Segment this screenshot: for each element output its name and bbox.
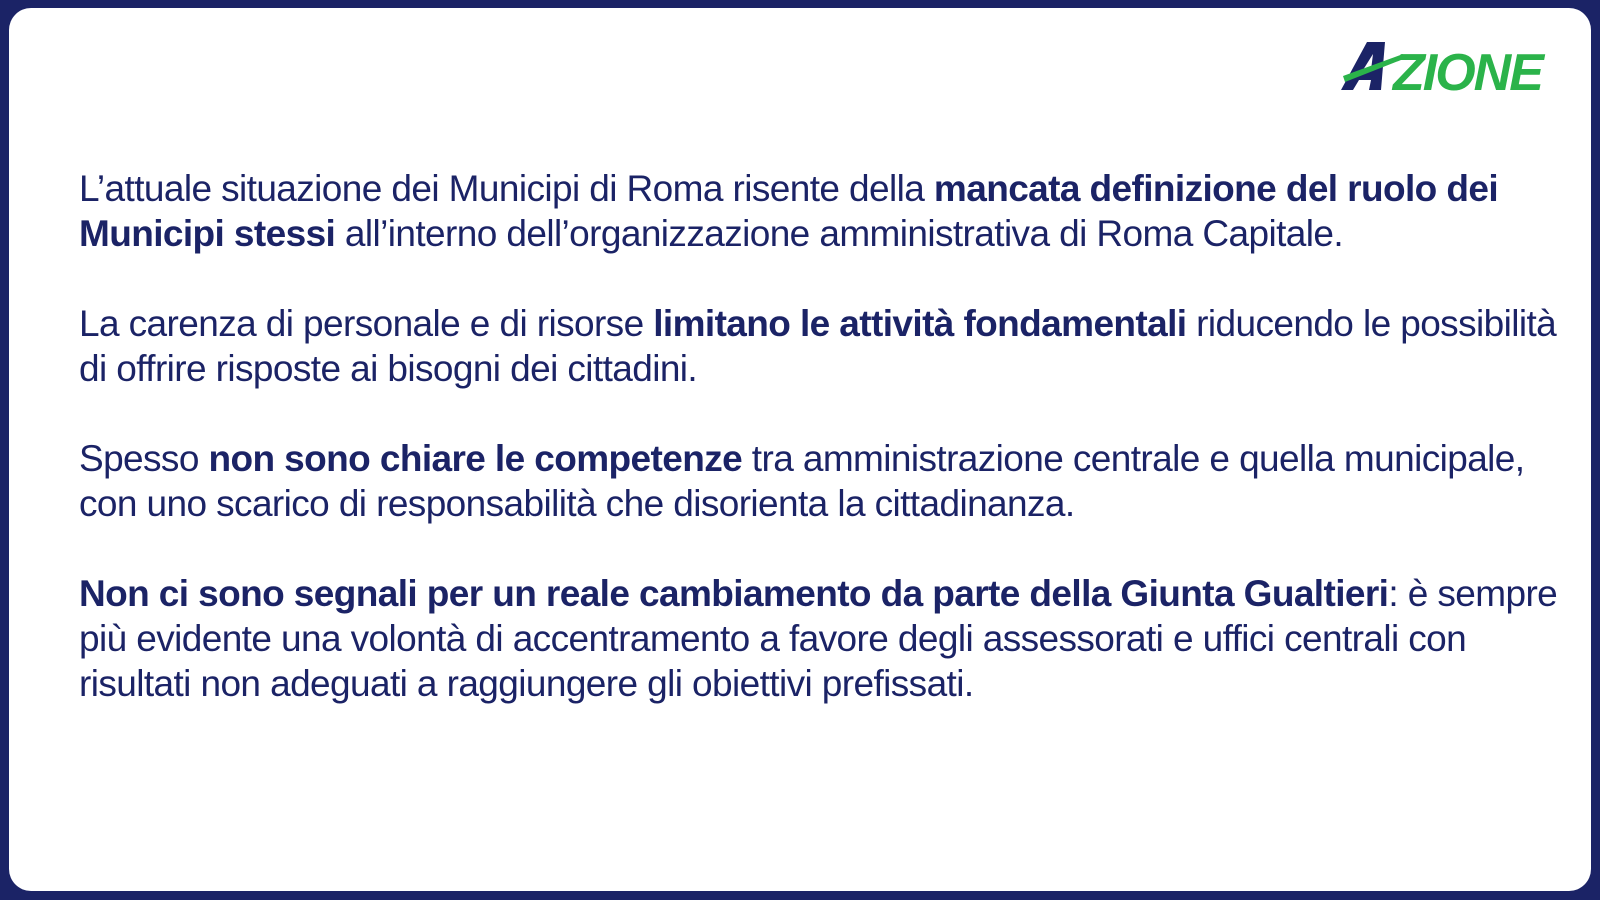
bold-text-segment: non sono chiare le competenze bbox=[208, 438, 743, 479]
text-paragraph bbox=[79, 301, 1559, 391]
text-segment: tra amministrazione centrale e quella municipale, con uno scarico di responsabilità che disorienta la cittadinanza. bbox=[79, 438, 1525, 524]
text-segment: Spesso bbox=[79, 438, 209, 479]
text-segment: La carenza di personale e di risorse bbox=[79, 303, 654, 344]
text-segment: riducendo le possibilità di offrire risposte ai bisogni dei cittadini. bbox=[79, 303, 1557, 389]
text-paragraph bbox=[79, 571, 1559, 706]
svg-text:ZIONE: ZIONE bbox=[1393, 44, 1542, 96]
text-paragraph bbox=[79, 166, 1559, 256]
text-segment: : è sempre più evidente una volontà di accentramento a favore degli assessorati e uffici centrali con risultati non adeguati a raggiungere gli obiettivi prefissati. bbox=[79, 573, 1558, 704]
text-segment: all’interno dell’organizzazione amministrativa di Roma Capitale. bbox=[335, 213, 1344, 254]
azione-logo-image bbox=[1341, 40, 1561, 96]
text-segment: L’attuale situazione dei Municipi di Roma risente della bbox=[79, 168, 934, 209]
azione-logo bbox=[1341, 38, 1561, 98]
slide-card bbox=[9, 8, 1591, 891]
bold-text-segment: limitano le attività fondamentali bbox=[653, 303, 1187, 344]
bold-text-segment: mancata definizione del ruolo dei Municipi stessi bbox=[79, 168, 1498, 254]
main-text bbox=[79, 166, 1559, 706]
bold-text-segment: Non ci sono segnali per un reale cambiamento da parte della Giunta Gualtieri bbox=[79, 573, 1389, 614]
text-paragraph bbox=[79, 436, 1559, 526]
